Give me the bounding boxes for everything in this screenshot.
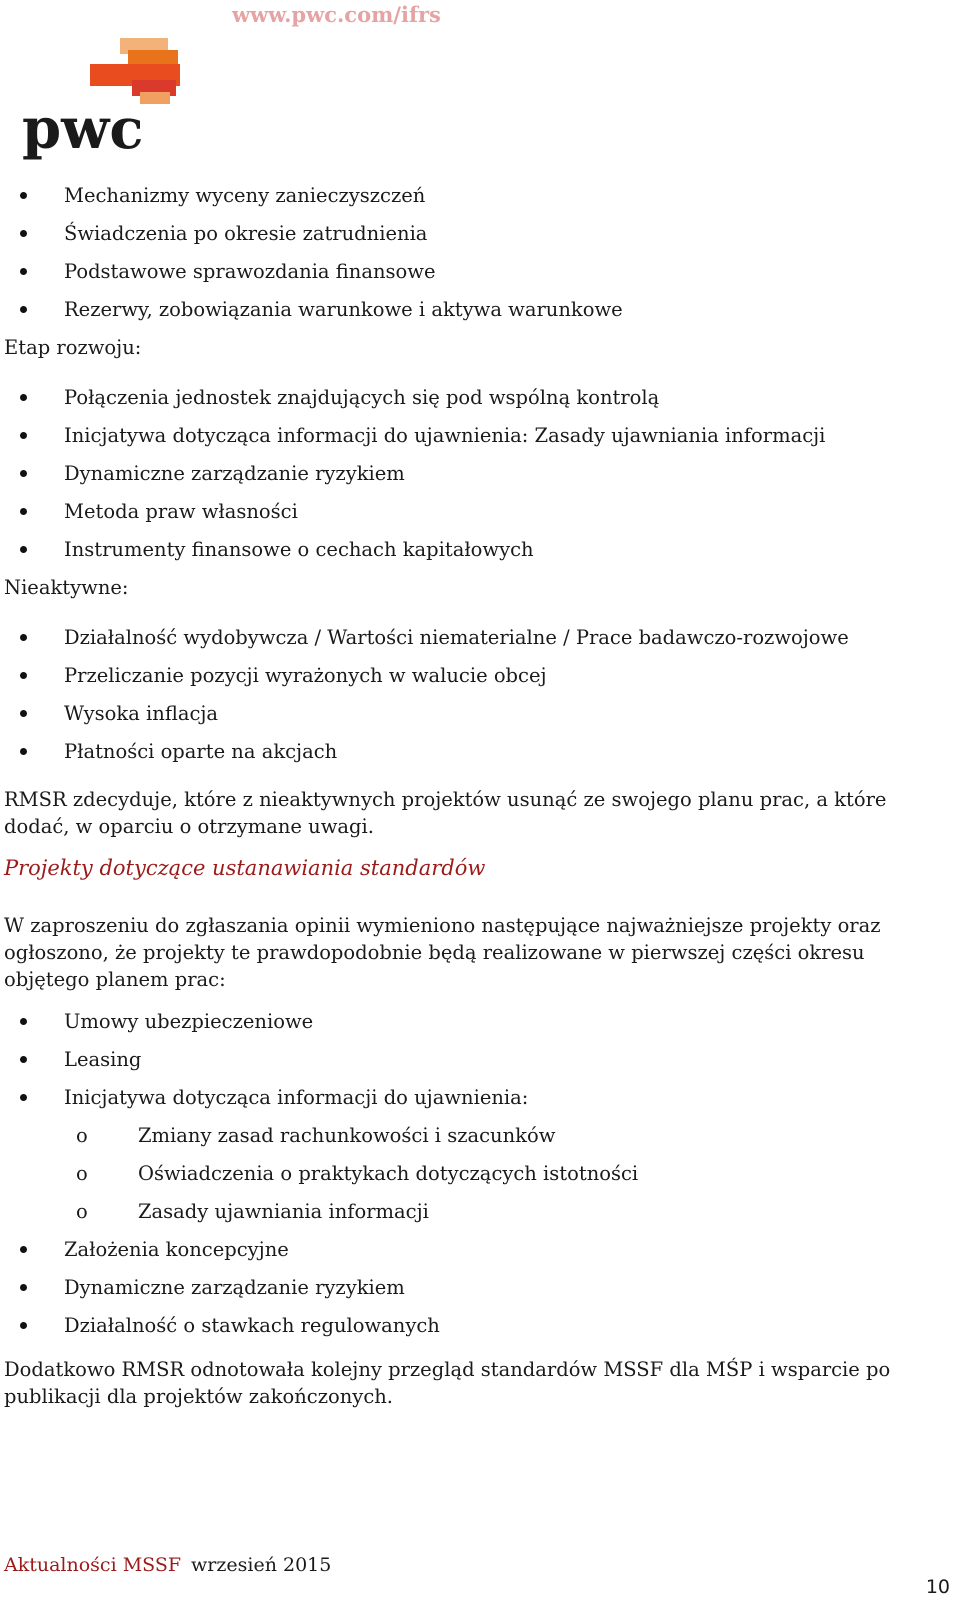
list-item: Płatności oparte na akcjach: [64, 740, 338, 763]
sub-list-item: Zmiany zasad rachunkowości i szacunków: [138, 1124, 556, 1147]
sub-list-item: Zasady ujawniania informacji: [138, 1200, 429, 1223]
list-item: Inicjatywa dotycząca informacji do ujawnienia:: [64, 1086, 529, 1109]
list-item: Działalność o stawkach regulowanych: [64, 1314, 440, 1337]
footer: [4, 1554, 331, 1576]
page-number: 10: [925, 1576, 950, 1598]
paragraph: Dodatkowo RMSR odnotowała kolejny przegląd standardów MSSF dla MŚP i wsparcie po publikacji dla projektów zakończonych.: [4, 1358, 891, 1408]
bullet-icon: [20, 394, 27, 401]
bullet-icon: [20, 508, 27, 515]
list-item: Rezerwy, zobowiązania warunkowe i aktywa warunkowe: [64, 298, 623, 321]
bullet-icon: [20, 1322, 27, 1329]
bullet-icon: [20, 672, 27, 679]
section-label-etap: Etap rozwoju:: [4, 336, 142, 359]
bullet-icon: [20, 268, 27, 275]
bullet-icon: [20, 1284, 27, 1291]
sub-list-item: Oświadczenia o praktykach dotyczących istotności: [138, 1162, 639, 1185]
list-item: Działalność wydobywcza / Wartości niematerialne / Prace badawczo-rozwojowe: [64, 626, 849, 649]
paragraph: RMSR zdecyduje, które z nieaktywnych projektów usunąć ze swojego planu prac, a które dodać, w oparciu o otrzymane uwagi.: [4, 788, 887, 838]
list-item: Świadczenia po okresie zatrudnienia: [64, 222, 428, 245]
list-item: Mechanizmy wyceny zanieczyszczeń: [64, 184, 426, 207]
bullet-icon: [20, 1246, 27, 1253]
list-item: Wysoka inflacja: [64, 702, 219, 725]
section-label-nieaktywne: Nieaktywne:: [4, 576, 129, 599]
bullet-icon: [20, 1018, 27, 1025]
bullet-icon: [20, 306, 27, 313]
bullet-icon: [20, 432, 27, 439]
bullet-icon: [20, 546, 27, 553]
bullet-icon: [20, 634, 27, 641]
list-item: Leasing: [64, 1048, 142, 1071]
list-item: Metoda praw własności: [64, 500, 298, 523]
list-item: Umowy ubezpieczeniowe: [64, 1010, 314, 1033]
sub-bullet-marker: o: [76, 1162, 88, 1185]
bullet-icon: [20, 1094, 27, 1101]
footer-title: Aktualności MSSF: [4, 1554, 182, 1576]
section-heading: Projekty dotyczące ustanawiania standardów: [4, 856, 486, 880]
sub-bullet-marker: o: [76, 1124, 88, 1147]
bullet-icon: [20, 470, 27, 477]
header-url[interactable]: www.pwc.com/ifrs: [232, 2, 441, 27]
sub-bullet-marker: o: [76, 1200, 88, 1223]
bullet-icon: [20, 192, 27, 199]
bullet-icon: [20, 1056, 27, 1063]
list-item: Podstawowe sprawozdania finansowe: [64, 260, 436, 283]
list-item: Inicjatywa dotycząca informacji do ujawnienia: Zasady ujawniania informacji: [64, 424, 826, 447]
list-item: Przeliczanie pozycji wyrażonych w walucie obcej: [64, 664, 547, 687]
list-item: Dynamiczne zarządzanie ryzykiem: [64, 462, 405, 485]
footer-date: wrzesień 2015: [191, 1554, 332, 1576]
bullet-icon: [20, 710, 27, 717]
bullet-icon: [20, 748, 27, 755]
list-item: Założenia koncepcyjne: [64, 1238, 289, 1261]
svg-text:pwc: pwc: [22, 96, 144, 161]
paragraph: W zaproszeniu do zgłaszania opinii wymieniono następujące najważniejsze projekty oraz ogłoszono, że projekty te prawdopodobnie będą realizowane w pierwszej części okresu objętego planem prac:: [4, 914, 881, 991]
bullet-icon: [20, 230, 27, 237]
list-item: Dynamiczne zarządzanie ryzykiem: [64, 1276, 405, 1299]
list-item: Połączenia jednostek znajdujących się pod wspólną kontrolą: [64, 386, 660, 409]
list-item: Instrumenty finansowe o cechach kapitałowych: [64, 538, 534, 561]
